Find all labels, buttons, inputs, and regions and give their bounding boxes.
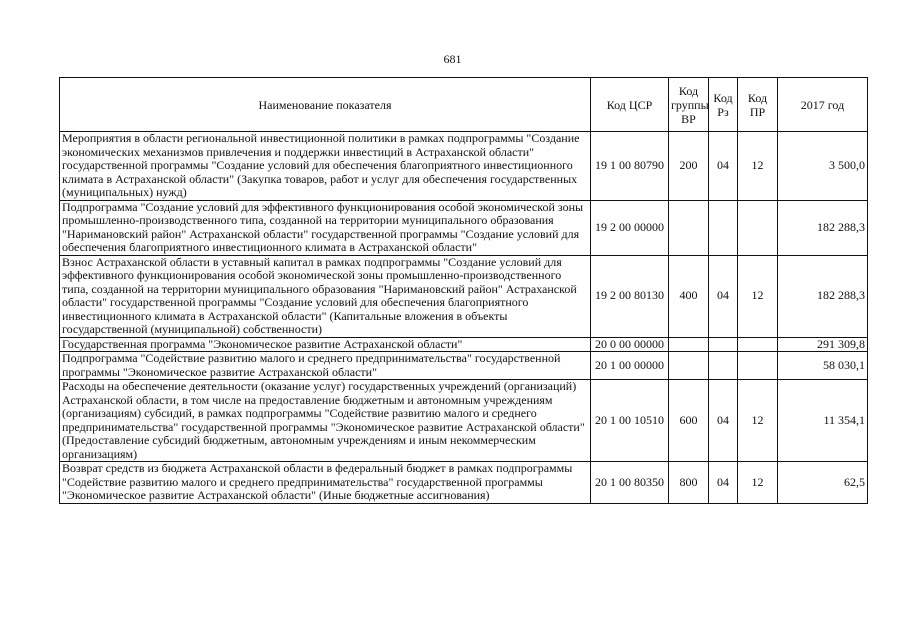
row-rz — [709, 200, 738, 255]
row-amount: 291 309,8 — [778, 337, 868, 352]
row-pr: 12 — [738, 132, 778, 201]
row-rz — [709, 337, 738, 352]
header-amount: 2017 год — [778, 78, 868, 132]
row-csr: 20 1 00 00000 — [591, 352, 669, 380]
row-csr: 20 0 00 00000 — [591, 337, 669, 352]
row-amount: 62,5 — [778, 462, 868, 504]
row-vr — [669, 352, 709, 380]
row-csr: 19 2 00 80130 — [591, 255, 669, 337]
row-amount: 182 288,3 — [778, 255, 868, 337]
row-amount: 11 354,1 — [778, 380, 868, 462]
row-name: Мероприятия в области региональной инвестиционной политики в рамках подпрограммы "Создание экономических механизмов привлечения и поддержки инвестиций в Астраханской области" государственной программы "Создание условий для обеспечения благоприятного инвестиционного климата в Астраханской области" (Закупка товаров, работ и услуг для обеспечения государственных (муниципальных) нужд) — [60, 132, 591, 201]
table-header-row — [60, 78, 868, 132]
table-row — [60, 337, 868, 352]
row-pr — [738, 352, 778, 380]
table-row — [60, 380, 868, 462]
table-row — [60, 132, 868, 201]
row-name: Возврат средств из бюджета Астраханской области в федеральный бюджет в рамках подпрограммы "Содействие развитию малого и среднего предпринимательства" государственной программы "Экономическое развитие Астраханской области" (Иные бюджетные ассигнования) — [60, 462, 591, 504]
header-rz: Код Рз — [709, 78, 738, 132]
row-pr — [738, 337, 778, 352]
row-pr: 12 — [738, 462, 778, 504]
row-vr: 800 — [669, 462, 709, 504]
header-csr: Код ЦСР — [591, 78, 669, 132]
row-vr — [669, 337, 709, 352]
row-vr: 600 — [669, 380, 709, 462]
row-rz: 04 — [709, 255, 738, 337]
row-amount: 3 500,0 — [778, 132, 868, 201]
row-csr: 20 1 00 10510 — [591, 380, 669, 462]
row-pr — [738, 200, 778, 255]
table-row — [60, 255, 868, 337]
row-csr: 20 1 00 80350 — [591, 462, 669, 504]
row-name: Подпрограмма "Создание условий для эффективного функционирования особой экономической зоны промышленно-производственного типа, созданной на территории муниципального образования "Наримановский район" Астраханской области" государственной программы "Создание условий для обеспечения благоприятного инвестиционного климата в Астраханской области" — [60, 200, 591, 255]
row-amount: 58 030,1 — [778, 352, 868, 380]
row-pr: 12 — [738, 255, 778, 337]
header-name: Наименование показателя — [60, 78, 591, 132]
row-name: Расходы на обеспечение деятельности (оказание услуг) государственных учреждений (организаций) Астраханской области, в том числе на предоставление бюджетным и автономным учреждениям (организациям) субсидий, в рамках подпрограммы "Содействие развитию малого и среднего предпринимательства" государственной программы "Экономическое развитие Астраханской области" (Предоставление субсидий бюджетным, автономным учреждениям и иным некоммерческим организациям) — [60, 380, 591, 462]
table-row — [60, 352, 868, 380]
row-amount: 182 288,3 — [778, 200, 868, 255]
row-vr: 400 — [669, 255, 709, 337]
row-name: Взнос Астраханской области в уставный капитал в рамках подпрограммы "Создание условий для эффективного функционирования особой экономической зоны промышленно-производственного типа, созданной на территории муниципального образования "Наримановский район" Астраханской области" государственной программы "Создание условий для обеспечения благоприятного инвестиционного климата в Астраханской области" (Капитальные вложения в объекты государственной (муниципальной) собственности) — [60, 255, 591, 337]
row-vr — [669, 200, 709, 255]
header-pr: Код ПР — [738, 78, 778, 132]
row-pr: 12 — [738, 380, 778, 462]
row-csr: 19 2 00 00000 — [591, 200, 669, 255]
row-rz: 04 — [709, 132, 738, 201]
row-rz — [709, 352, 738, 380]
row-name: Подпрограмма "Содействие развитию малого и среднего предпринимательства" государственной программы "Экономическое развитие Астраханской области" — [60, 352, 591, 380]
table-row — [60, 200, 868, 255]
row-name: Государственная программа "Экономическое развитие Астраханской области" — [60, 337, 591, 352]
row-rz: 04 — [709, 462, 738, 504]
row-csr: 19 1 00 80790 — [591, 132, 669, 201]
header-vr: Код группы ВР — [669, 78, 709, 132]
row-vr: 200 — [669, 132, 709, 201]
page-number: 681 — [443, 52, 462, 66]
table-row — [60, 462, 868, 504]
budget-table — [59, 77, 868, 504]
row-rz: 04 — [709, 380, 738, 462]
